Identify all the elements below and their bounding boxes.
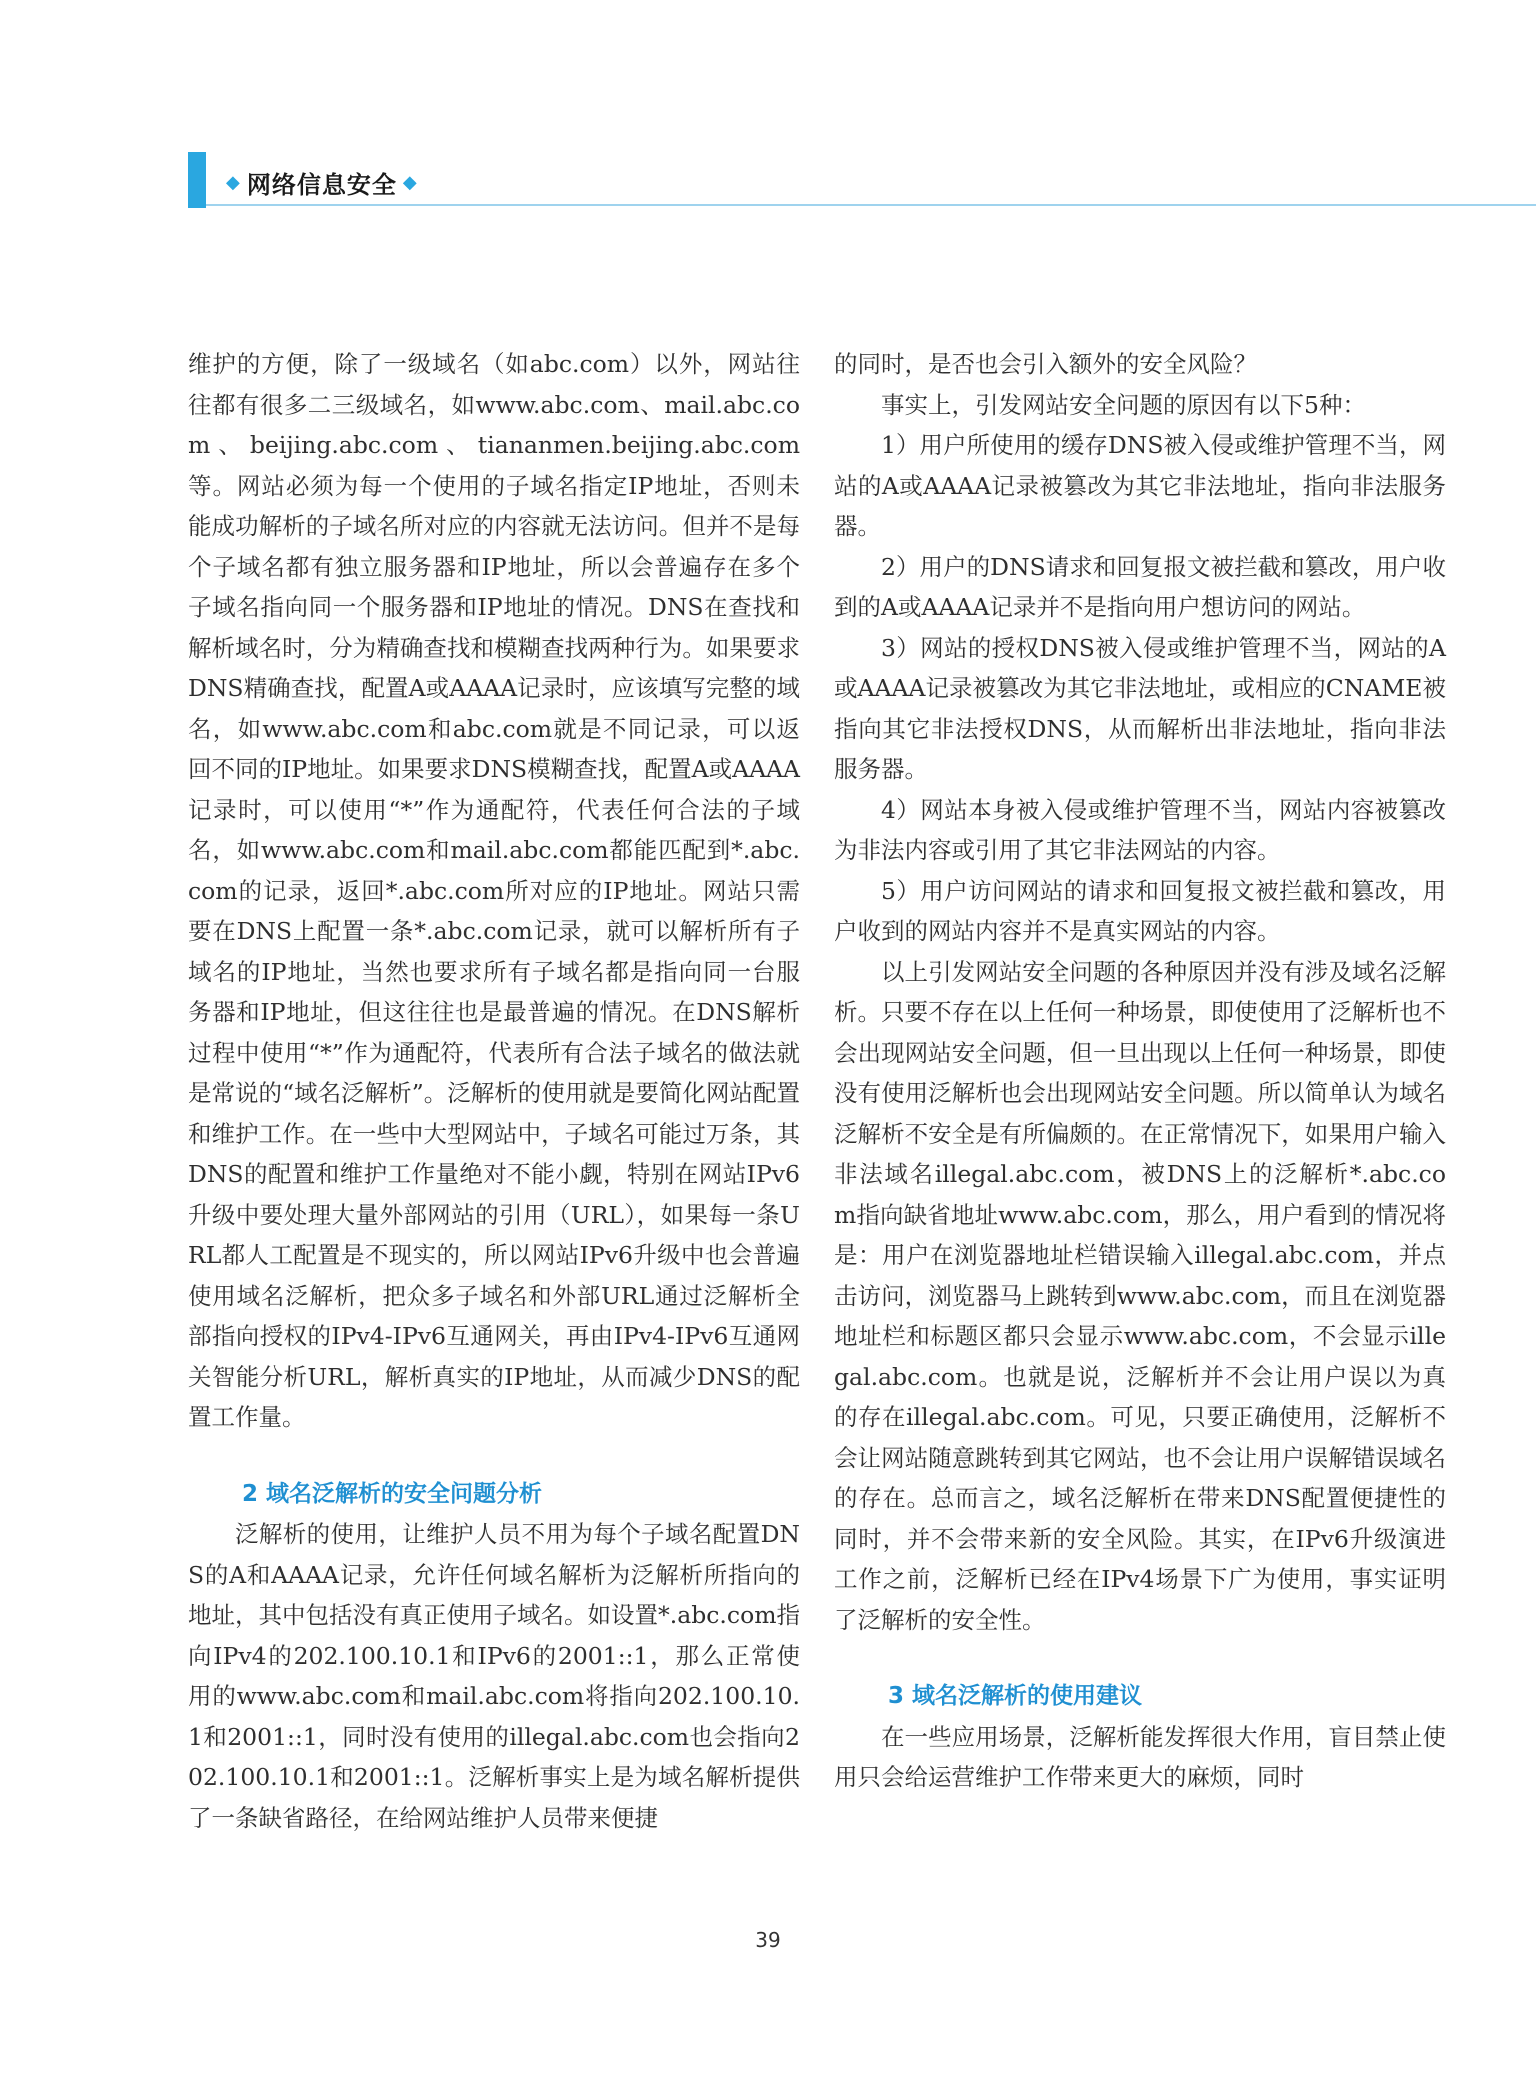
paragraph: 的同时，是否也会引入额外的安全风险？ <box>834 350 1257 378</box>
left-column <box>188 344 800 1838</box>
list-item: 2）用户的DNS请求和回复报文被拦截和篡改，用户收到的A或AAAA记录并不是指向用户想访问的网站。 <box>834 552 1446 621</box>
paragraph: 事实上，引发网站安全问题的原因有以下5种： <box>881 390 1366 419</box>
paragraph: 以上引发网站安全问题的各种原因并没有涉及域名泛解析。只要不存在以上任何一种场景，即使使用了泛解析也不会出现网站安全问题，但一旦出现以上任何一种场景，即使没有使用泛解析也会出现网站安全问题。所以简单认为域名泛解析不安全是有所偏颇的。在正常情况下，如果用户输入非法域名illegal.abc.com，被DNS上的泛解析*.abc.com指向缺省地址www.abc.com，那么，用户看到的情况将是：用户在浏览器地址栏错误输入illegal.abc.com，并点击访问，浏览器马上跳转到www.abc.com，而且在浏览器地址栏和标题区都只会显示www.abc.com，不会显示illegal.abc.com。也就是说，泛解析并不会让用户误以为真的存在illegal.abc.com。可见，只要正确使用，泛解析不会让网站随意跳转到其它网站，也不会让用户误解错误域名的存在。总而言之，域名泛解析在带来DNS配置便捷性的同时，并不会带来新的安全风险。其实，在IPv6升级演进工作之前，泛解析已经在IPv4场景下广为使用，事实证明了泛解析的安全性。 <box>834 957 1446 1634</box>
paragraph: 在一些应用场景，泛解析能发挥很大作用，盲目禁止使用只会给运营维护工作带来更大的麻烦，同时 <box>834 1722 1446 1791</box>
running-header <box>220 162 424 202</box>
section-heading-3: 3 域名泛解析的使用建议 <box>888 1683 1143 1709</box>
list-item: 3）网站的授权DNS被入侵或维护管理不当，网站的A或AAAA记录被篡改为其它非法地址，或相应的CNAME被指向其它非法授权DNS，从而解析出非法地址，指向非法服务器。 <box>834 633 1446 783</box>
paragraph: 维护的方便，除了一级域名（如abc.com）以外，网站往往都有很多二三级域名，如www.abc.com、mail.abc.com、beijing.abc.com、tiananmen.beijing.abc.com等。网站必须为每一个使用的子域名指定IP地址，否则未能成功解析的子域名所对应的内容就无法访问。但并不是每个子域名都有独立服务器和IP地址，所以会普遍存在多个子域名指向同一个服务器和IP地址的情况。DNS在查找和解析域名时，分为精确查找和模糊查找两种行为。如果要求DNS精确查找，配置A或AAAA记录时，应该填写完整的域名，如www.abc.com和abc.com就是不同记录，可以返回不同的IP地址。如果要求DNS模糊查找，配置A或AAAA记录时，可以使用“*”作为通配符，代表任何合法的子域名，如www.abc.com和mail.abc.com都能匹配到*.abc.com的记录，返回*.abc.com所对应的IP地址。网站只需要在DNS上配置一条*.abc.com记录，就可以解析所有子域名的IP地址，当然也要求所有子域名都是指向同一台服务器和IP地址，但这往往也是最普遍的情况。在DNS解析过程中使用“*”作为通配符，代表所有合法子域名的做法就是常说的“域名泛解析”。泛解析的使用就是要简化网站配置和维护工作。在一些中大型网站中，子域名可能过万条，其DNS的配置和维护工作量绝对不能小觑，特别在网站IPv6升级中要处理大量外部网站的引用（URL），如果每一条URL都人工配置是不现实的，所以网站IPv6升级中也会普遍使用域名泛解析，把众多子域名和外部URL通过泛解析全部指向授权的IPv4-IPv6互通网关，再由IPv4-IPv6互通网关智能分析URL，解析真实的IP地址，从而减少DNS的配置工作量。 <box>188 350 800 1431</box>
diamond-left-icon: ◆ <box>226 171 241 193</box>
page-number: 39 <box>755 1928 781 1952</box>
list-item: 1）用户所使用的缓存DNS被入侵或维护管理不当，网站的A或AAAA记录被篡改为其它非法地址，指向非法服务器。 <box>834 431 1446 540</box>
right-column <box>834 344 1446 1798</box>
list-item: 4）网站本身被入侵或维护管理不当，网站内容被篡改为非法内容或引用了其它非法网站的内容。 <box>834 795 1446 864</box>
diamond-right-icon: ◆ <box>402 171 418 193</box>
header-rule <box>206 204 1536 206</box>
running-header-title: 网络信息安全 <box>246 170 397 199</box>
section-heading-2: 2 域名泛解析的安全问题分析 <box>242 1480 543 1507</box>
list-item: 5）用户访问网站的请求和回复报文被拦截和篡改，用户收到的网站内容并不是真实网站的内容。 <box>834 876 1446 945</box>
paragraph: 泛解析的使用，让维护人员不用为每个子域名配置DNS的A和AAAA记录，允许任何域名解析为泛解析所指向的地址，其中包括没有真正使用子域名。如设置*.abc.com指向IPv4的202.100.10.1和IPv6的2001::1，那么正常使用的www.abc.com和mail.abc.com将指向202.100.10.1和2001::1，同时没有使用的illegal.abc.com也会指向202.100.10.1和2001::1。泛解析事实上是为域名解析提供了一条缺省路径，在给网站维护人员带来便捷 <box>188 1520 800 1832</box>
header-accent-bar <box>188 152 206 208</box>
